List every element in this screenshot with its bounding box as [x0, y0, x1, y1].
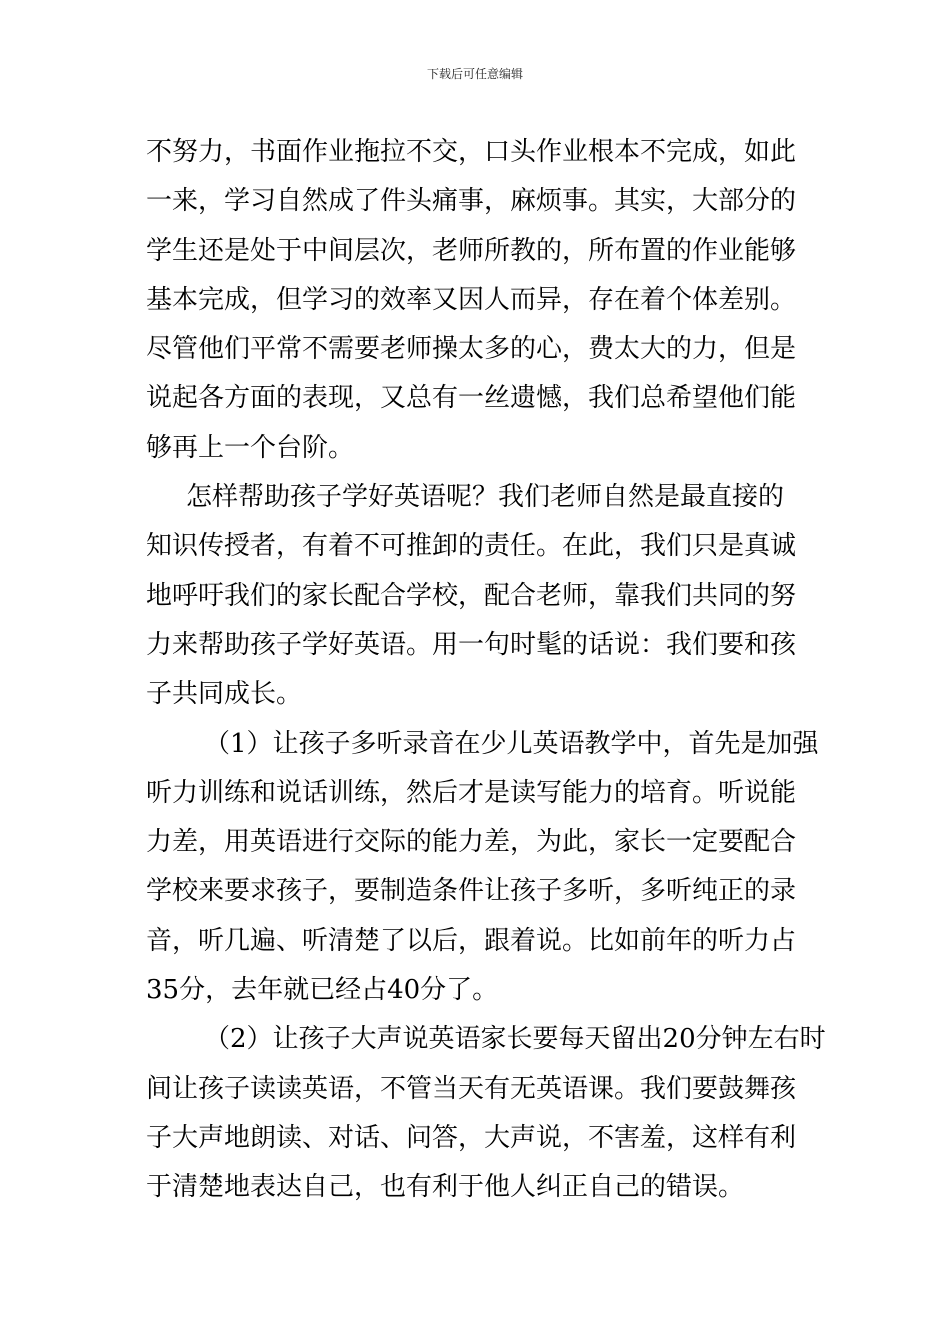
text-line: 怎样帮助孩子学好英语呢？我们老师自然是最直接的: [186, 482, 785, 513]
page-header-note: 下载后可任意编辑: [426, 67, 523, 81]
text-line: 间让孩子读读英语，不管当天有无英语课。我们要鼓舞孩: [146, 1073, 797, 1104]
text-line: （1）让孩子多听录音在少儿英语教学中，首先是加强: [204, 728, 819, 759]
text-line: 子共同成长。: [146, 679, 303, 710]
text-line: 知识传授者，有着不可推卸的责任。在此，我们只是真诚: [146, 531, 797, 562]
text-line: 35分，去年就已经占40分了。: [146, 975, 499, 1006]
text-line: 力来帮助孩子学好英语。用一句时髦的话说：我们要和孩: [146, 629, 797, 660]
text-line: 于清楚地表达自己，也有利于他人纠正自己的错误。: [146, 1172, 745, 1203]
text-line: 力差，用英语进行交际的能力差，为此，家长一定要配合: [146, 827, 797, 858]
text-line: 地呼吁我们的家长配合学校，配合老师，靠我们共同的努: [146, 580, 797, 611]
text-line: 一来，学习自然成了件头痛事，麻烦事。其实，大部分的: [146, 186, 797, 217]
document-body: [146, 128, 826, 1213]
text-line: 音，听几遍、听清楚了以后，跟着说。比如前年的听力占: [146, 925, 797, 956]
text-line: 够再上一个台阶。: [146, 432, 355, 463]
text-line: 不努力，书面作业拖拉不交，口头作业根本不完成，如此: [146, 137, 797, 167]
text-line: 尽管他们平常不需要老师操太多的心，费太大的力，但是: [146, 334, 797, 365]
text-line: （2）让孩子大声说英语家长要每天留出20分钟左右时: [204, 1024, 826, 1055]
text-line: 说起各方面的表现，又总有一丝遗憾，我们总希望他们能: [146, 383, 797, 414]
text-line: 子大声地朗读、对话、问答，大声说，不害羞，这样有利: [146, 1122, 797, 1153]
text-line: 学生还是处于中间层次，老师所教的，所布置的作业能够: [146, 235, 797, 266]
text-line: 基本完成，但学习的效率又因人而异，存在着个体差别。: [146, 284, 797, 315]
text-line: 学校来要求孩子，要制造条件让孩子多听，多听纯正的录: [146, 876, 797, 907]
text-line: 听力训练和说话训练，然后才是读写能力的培育。听说能: [146, 777, 797, 808]
